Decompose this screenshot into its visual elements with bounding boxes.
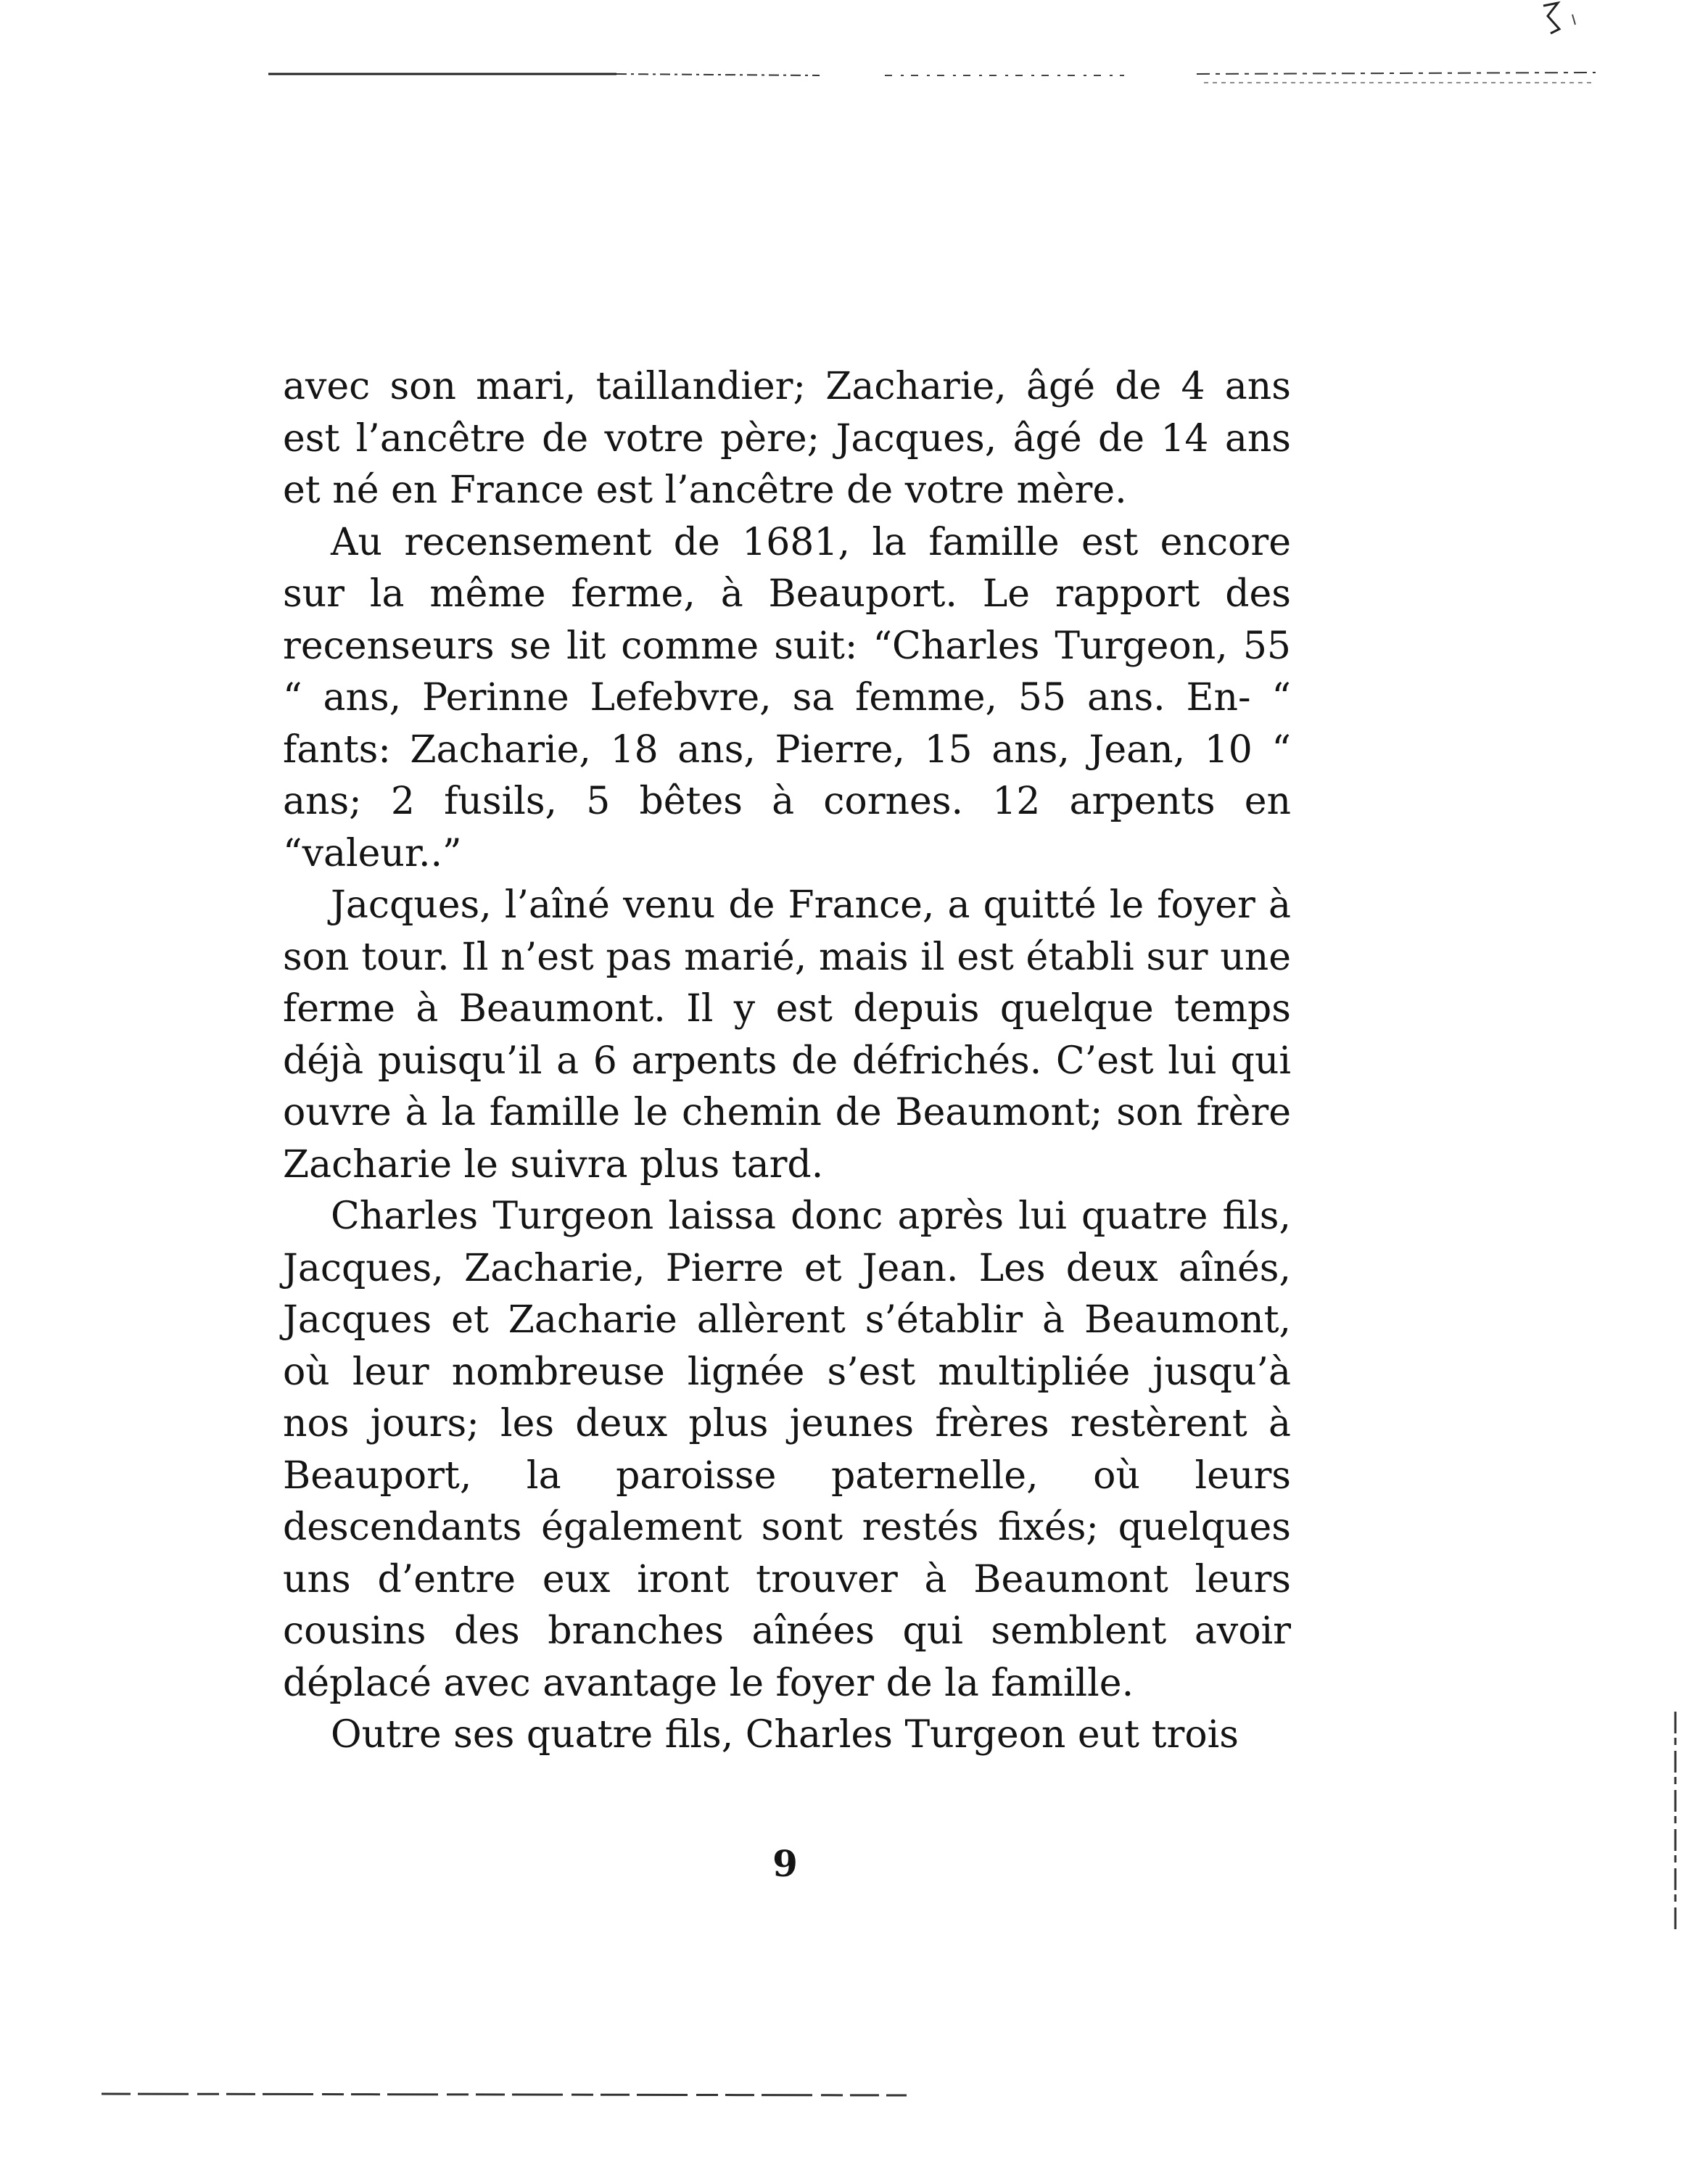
scan-artifact-bottom-rule	[102, 2085, 907, 2107]
scan-artifact-top-rule	[268, 58, 1596, 87]
page-number: 9	[772, 1842, 798, 1885]
paragraph-2: Au recensement de 1681, la famille est encore sur la même ferme, à Beauport. Le rapport des recenseurs se lit comme suit: “Charles Turgeon, 55 “ ans, Perinne Lefebvre, sa femme, 55 ans. En- “ fants: Zacharie, 18 ans, Pierre, 15 ans, Jean, 10 “ ans; 2 fusils, 5 bêtes à cornes. 12 arpents en “valeur..”	[283, 520, 1291, 875]
body-text	[283, 361, 1291, 1762]
paragraph-4: Charles Turgeon laissa donc après lui quatre fils, Jacques, Zacharie, Pierre et Jean. Les deux aînés, Jacques et Zacharie allèrent s’établir à Beaumont, où leur nombreuse lignée s’est multipliée jusqu’à nos jours; les deux plus jeunes frères restèrent à Beauport, la paroisse paternelle, où leurs descendants également sont restés fixés; quelques uns d’entre eux iront trouver à Beaumont leurs cousins des branches aînées qui semblent avoir déplacé avec avantage le foyer de la famille.	[283, 1195, 1291, 1705]
scan-artifact-corner-mark	[1530, 0, 1588, 44]
paragraph-1: avec son mari, taillandier; Zacharie, âgé de 4 ans est l’ancêtre de votre père; Jacques, âgé de 14 ans et né en France est l’ancêtre de votre mère.	[283, 365, 1291, 512]
paragraph-5: Outre ses quatre fils, Charles Turgeon eut trois	[331, 1713, 1239, 1757]
paragraph-3: Jacques, l’aîné venu de France, a quitté le foyer à son tour. Il n’est pas marié, mais il est établi sur une ferme à Beaumont. Il y est depuis quelque temps déjà puisqu’il a 6 arpents de défrichés. C’est lui qui ouvre à la famille le chemin de Beaumont; son frère Zacharie le suivra plus tard.	[283, 883, 1291, 1187]
scan-artifact-right-edge	[1668, 1712, 1683, 1929]
